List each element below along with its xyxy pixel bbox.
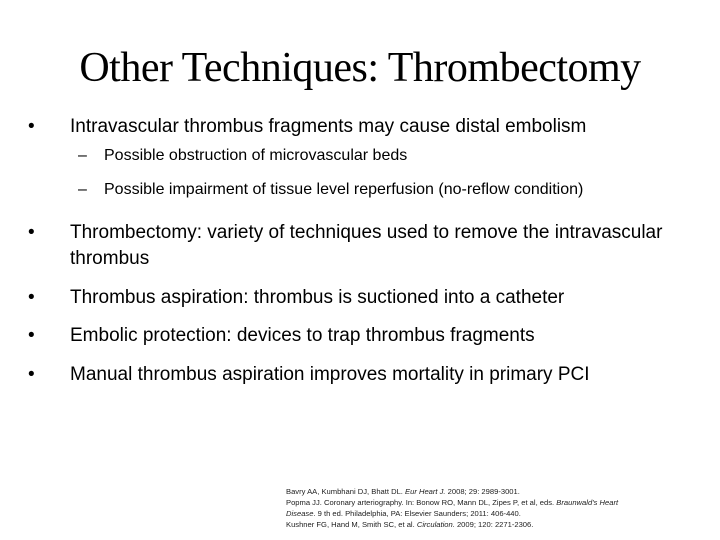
dash-icon: – (78, 147, 87, 164)
bullet-5 (28, 362, 688, 388)
bullet-3 (28, 285, 688, 311)
sub-bullet-1 (78, 145, 698, 167)
bullet-text: Intravascular thrombus fragments may cause distal embolism (70, 116, 587, 137)
references (286, 486, 706, 530)
bullet-text: Embolic protection: devices to trap thrombus fragments (70, 325, 535, 346)
bullet-icon: • (28, 116, 35, 137)
bullet-icon: • (28, 222, 35, 243)
reference-3: Kushner FG, Hand M, Smith SC, et al. Circulation. 2009; 120: 2271-2306. (286, 520, 534, 529)
sub-bullet-text: Possible impairment of tissue level reperfusion (no-reflow condition) (104, 181, 584, 198)
slide-title: Other Techniques: Thrombectomy (79, 45, 641, 91)
reference-2-cont: Disease. 9 th ed. Philadelphia, PA: Elsevier Saunders; 2011: 406-440. (286, 509, 521, 518)
bullet-4 (28, 323, 688, 349)
bullet-icon: • (28, 325, 35, 346)
sub-bullet-text: Possible obstruction of microvascular beds (104, 147, 408, 164)
dash-icon: – (78, 181, 87, 198)
bullet-text: Thrombectomy: variety of techniques used to remove the intravascular thrombus (70, 222, 663, 269)
bullet-text: Manual thrombus aspiration improves mortality in primary PCI (70, 364, 590, 385)
bullet-2 (28, 220, 688, 272)
reference-2: Popma JJ. Coronary arteriography. In: Bonow RO, Mann DL, Zipes P, et al, eds. Braunwald's Heart (286, 498, 619, 507)
bullet-1 (28, 114, 688, 140)
reference-1: Bavry AA, Kumbhani DJ, Bhatt DL. Eur Heart J. 2008; 29: 2989-3001. (286, 487, 520, 496)
sub-bullet-2 (78, 179, 698, 201)
bullet-text: Thrombus aspiration: thrombus is suctioned into a catheter (70, 287, 565, 308)
bullet-icon: • (28, 287, 35, 308)
bullet-icon: • (28, 364, 35, 385)
